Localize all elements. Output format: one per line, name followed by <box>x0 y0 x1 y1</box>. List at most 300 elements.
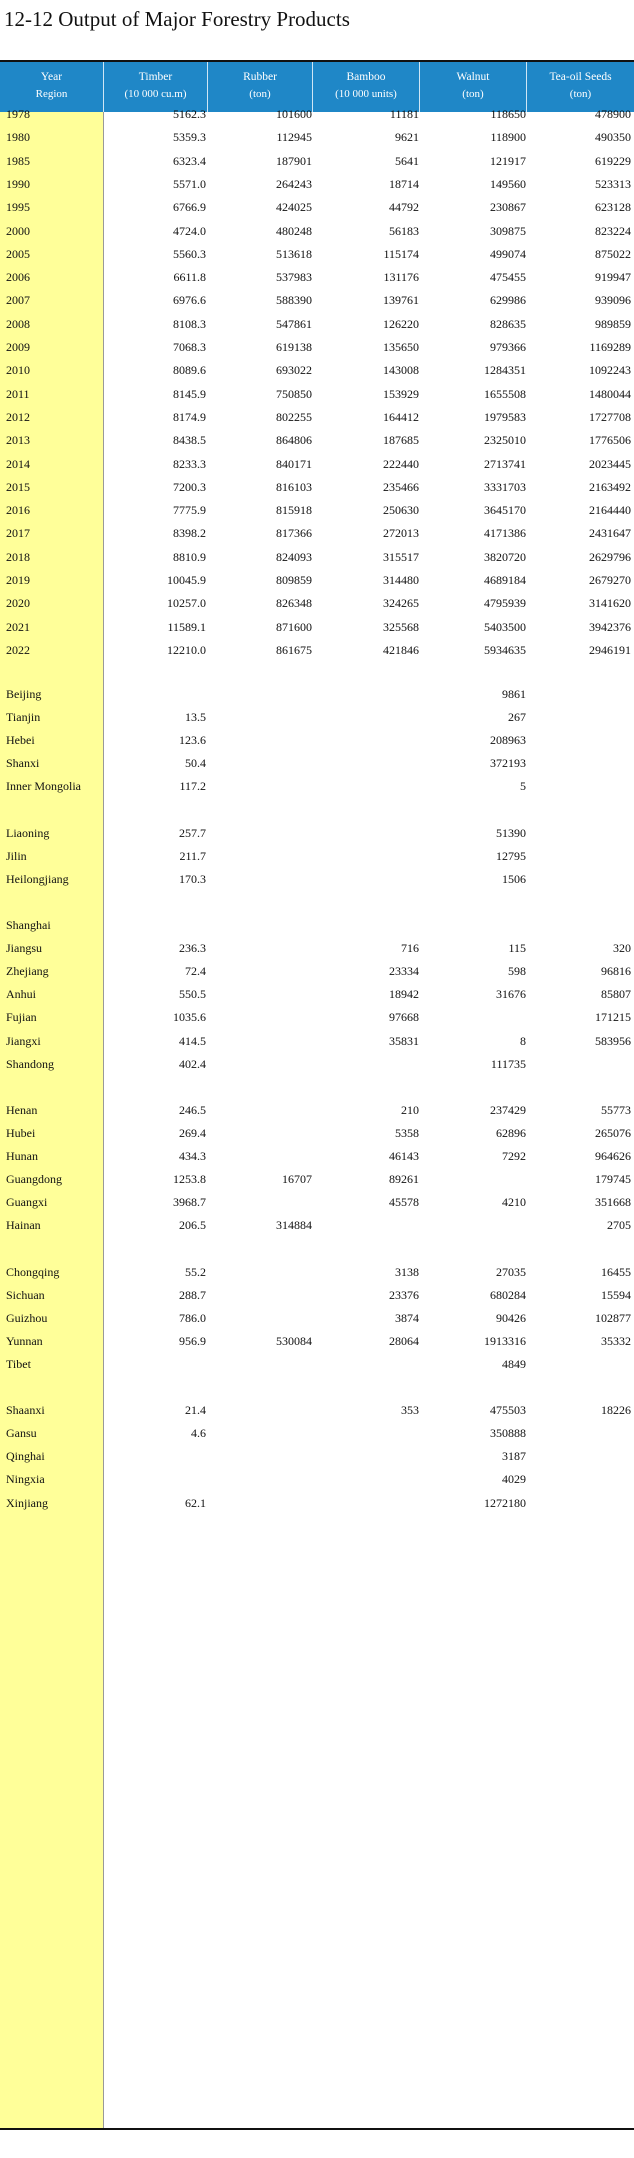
timber-cell: 269.4 <box>179 1125 206 1140</box>
walnut-cell: 111735 <box>490 1056 526 1071</box>
bamboo-cell: 153929 <box>383 386 419 401</box>
teaoil-cell: 85807 <box>601 987 631 1002</box>
table-row-fujian <box>0 1007 634 1027</box>
row-label: Fujian <box>6 1010 37 1025</box>
table-row-2006 <box>0 267 634 287</box>
rubber-cell: 112945 <box>276 130 312 145</box>
timber-cell: 123.6 <box>179 733 206 748</box>
table-row-tianjin <box>0 707 634 727</box>
row-label: Liaoning <box>6 825 50 840</box>
timber-cell: 6611.8 <box>173 270 206 285</box>
timber-cell: 6976.6 <box>173 293 206 308</box>
bamboo-cell: 139761 <box>383 293 419 308</box>
row-label: Jilin <box>6 848 27 863</box>
table-row-hainan <box>0 1215 634 1235</box>
row-label: 2020 <box>6 596 30 611</box>
row-label: 2017 <box>6 526 30 541</box>
table-row-2007 <box>0 290 634 310</box>
row-label: 2016 <box>6 503 30 518</box>
bamboo-cell: 210 <box>401 1102 419 1117</box>
table-row-shaanxi <box>0 1400 634 1420</box>
rubber-cell: 619138 <box>276 340 312 354</box>
row-label: Jiangsu <box>6 941 42 956</box>
timber-cell: 8174.9 <box>173 409 206 424</box>
bamboo-cell: 28064 <box>389 1333 419 1348</box>
table-row-2009 <box>0 337 634 357</box>
bamboo-cell: 324265 <box>383 596 419 611</box>
row-label: Inner Mongolia <box>6 779 81 794</box>
timber-cell: 11589.1 <box>167 619 206 634</box>
teaoil-cell: 265076 <box>595 1125 631 1140</box>
walnut-cell: 1506 <box>502 871 526 886</box>
row-label: 2019 <box>6 573 30 587</box>
rubber-cell: 537983 <box>276 270 312 285</box>
row-label: 2015 <box>6 479 30 494</box>
table-row-1990 <box>0 174 634 194</box>
timber-cell: 257.7 <box>179 825 206 840</box>
table-row-2005 <box>0 244 634 264</box>
timber-cell: 7200.3 <box>173 479 206 494</box>
timber-cell: 8108.3 <box>173 316 206 331</box>
walnut-cell: 4689184 <box>484 573 526 587</box>
row-label: Zhejiang <box>6 964 49 979</box>
walnut-cell: 8 <box>520 1033 526 1048</box>
header-unit: (10 000 units) <box>335 88 397 100</box>
table-row-1978 <box>0 104 634 124</box>
timber-cell: 786.0 <box>179 1310 206 1325</box>
row-label: Jiangxi <box>6 1033 41 1048</box>
walnut-cell: 1272180 <box>484 1495 526 1510</box>
bamboo-cell: 23334 <box>389 964 419 979</box>
page-title: 12-12 Output of Major Forestry Products <box>4 7 350 31</box>
teaoil-cell: 2946191 <box>589 642 631 657</box>
table-row-hunan <box>0 1146 634 1166</box>
table-row-shandong <box>0 1054 634 1074</box>
bamboo-cell: 5358 <box>395 1125 419 1140</box>
table-row-2013 <box>0 430 634 450</box>
row-label: Xinjiang <box>6 1495 48 1510</box>
bamboo-cell: 5641 <box>395 153 419 168</box>
table-row-2014 <box>0 454 634 474</box>
row-label: 2018 <box>6 549 30 564</box>
teaoil-cell: 320 <box>613 941 631 956</box>
row-label: 1978 <box>6 107 30 121</box>
timber-cell: 434.3 <box>179 1149 206 1163</box>
teaoil-cell: 2705 <box>607 1218 631 1233</box>
bamboo-cell: 164412 <box>383 409 419 424</box>
teaoil-cell: 2164440 <box>589 503 631 518</box>
teaoil-cell: 939096 <box>595 293 631 308</box>
walnut-cell: 475455 <box>490 270 526 285</box>
bamboo-cell: 250630 <box>383 503 419 518</box>
teaoil-cell: 2679270 <box>589 573 631 587</box>
timber-cell: 10045.9 <box>167 573 206 587</box>
timber-cell: 3968.7 <box>173 1195 206 1210</box>
rubber-cell: 750850 <box>276 386 312 401</box>
row-label: Chongqing <box>6 1264 60 1279</box>
table-row-chongqing <box>0 1262 634 1282</box>
bamboo-cell: 97668 <box>389 1010 419 1025</box>
bamboo-cell: 89261 <box>389 1172 419 1187</box>
teaoil-cell: 1776506 <box>589 433 631 448</box>
timber-cell: 5560.3 <box>173 246 206 261</box>
table-row-guangdong <box>0 1169 634 1189</box>
teaoil-cell: 96816 <box>601 964 631 979</box>
teaoil-cell: 35332 <box>601 1333 631 1348</box>
walnut-cell: 828635 <box>490 316 526 331</box>
walnut-cell: 4795939 <box>484 596 526 611</box>
row-label: Hebei <box>6 733 35 748</box>
rubber-cell: 871600 <box>276 619 312 634</box>
table-row-2022 <box>0 640 634 660</box>
row-label: Hunan <box>6 1149 38 1163</box>
teaoil-cell: 351668 <box>595 1195 631 1210</box>
timber-cell: 72.4 <box>185 964 206 979</box>
header-label: Bamboo <box>346 71 386 83</box>
table-row-liaoning <box>0 823 634 843</box>
row-label: Guizhou <box>6 1310 48 1325</box>
bamboo-cell: 3138 <box>395 1264 419 1279</box>
walnut-cell: 267 <box>508 710 526 725</box>
timber-cell: 402.4 <box>179 1056 206 1071</box>
teaoil-cell: 2163492 <box>589 479 631 494</box>
timber-cell: 8398.2 <box>173 526 206 541</box>
walnut-cell: 51390 <box>496 825 526 840</box>
walnut-cell: 121917 <box>490 153 526 168</box>
row-label: 1995 <box>6 200 30 215</box>
header-unit: (ton) <box>249 88 271 100</box>
timber-cell: 236.3 <box>179 941 206 956</box>
row-label: 1990 <box>6 176 30 191</box>
bamboo-cell: 716 <box>401 941 419 956</box>
table-row-gansu <box>0 1423 634 1443</box>
bamboo-cell: 222440 <box>383 456 419 471</box>
bamboo-cell: 143008 <box>383 363 419 378</box>
rubber-cell: 588390 <box>276 293 312 308</box>
timber-cell: 6323.4 <box>173 153 206 168</box>
walnut-cell: 372193 <box>490 756 526 771</box>
table-row-2011 <box>0 384 634 404</box>
table-row-henan <box>0 1100 634 1120</box>
walnut-cell: 5934635 <box>484 642 526 657</box>
timber-cell: 8810.9 <box>173 549 206 564</box>
timber-cell: 13.5 <box>185 710 206 725</box>
table-row-qinghai <box>0 1446 634 1466</box>
bamboo-cell: 131176 <box>383 270 419 285</box>
rubber-cell: 826348 <box>276 596 312 611</box>
row-label: Tibet <box>6 1356 31 1371</box>
walnut-cell: 979366 <box>490 340 526 354</box>
bamboo-cell: 46143 <box>389 1149 419 1163</box>
bottom-rule <box>0 2128 634 2130</box>
row-label: 1985 <box>6 153 30 168</box>
row-label: Sichuan <box>6 1287 45 1302</box>
table-row-shanxi <box>0 753 634 773</box>
bamboo-cell: 3874 <box>395 1310 419 1325</box>
rubber-cell: 513618 <box>276 246 312 261</box>
walnut-cell: 350888 <box>490 1426 526 1441</box>
bamboo-cell: 56183 <box>389 223 419 238</box>
timber-cell: 6766.9 <box>173 200 206 215</box>
row-label: 2005 <box>6 246 30 261</box>
table-row-hubei <box>0 1123 634 1143</box>
timber-cell: 288.7 <box>179 1287 206 1302</box>
rubber-cell: 314884 <box>276 1218 312 1233</box>
walnut-cell: 680284 <box>490 1287 526 1302</box>
timber-cell: 170.3 <box>179 871 206 886</box>
walnut-cell: 3645170 <box>484 503 526 518</box>
walnut-cell: 90426 <box>496 1310 526 1325</box>
walnut-cell: 7292 <box>502 1149 526 1163</box>
table-row-2020 <box>0 593 634 613</box>
table-row-2018 <box>0 547 634 567</box>
walnut-cell: 230867 <box>490 200 526 215</box>
rubber-cell: 264243 <box>276 176 312 191</box>
walnut-cell: 2713741 <box>484 456 526 471</box>
teaoil-cell: 1480044 <box>589 386 631 401</box>
rubber-cell: 101600 <box>276 107 312 121</box>
timber-cell: 550.5 <box>179 987 206 1002</box>
bamboo-cell: 18942 <box>389 987 419 1002</box>
row-label: 2010 <box>6 363 30 378</box>
table-row-zhejiang <box>0 961 634 981</box>
row-label: 2014 <box>6 456 30 471</box>
row-label: Qinghai <box>6 1449 45 1464</box>
walnut-cell: 629986 <box>490 293 526 308</box>
teaoil-cell: 964626 <box>595 1149 631 1163</box>
bamboo-cell: 45578 <box>389 1195 419 1210</box>
row-label: Heilongjiang <box>6 871 69 886</box>
bamboo-cell: 9621 <box>395 130 419 145</box>
rubber-cell: 809859 <box>276 573 312 587</box>
teaoil-cell: 989859 <box>595 316 631 331</box>
table-row-inner-mongolia <box>0 776 634 796</box>
walnut-cell: 149560 <box>490 176 526 191</box>
walnut-cell: 499074 <box>490 246 526 261</box>
timber-cell: 211.7 <box>179 848 206 863</box>
header-unit: Region <box>35 88 68 100</box>
row-label: 2007 <box>6 293 30 308</box>
timber-cell: 8145.9 <box>173 386 206 401</box>
row-label: 2006 <box>6 270 30 285</box>
table-row-heilongjiang <box>0 869 634 889</box>
walnut-cell: 3331703 <box>484 479 526 494</box>
table-row-2010 <box>0 360 634 380</box>
row-label: Shaanxi <box>6 1403 45 1418</box>
table-row-beijing <box>0 684 634 704</box>
teaoil-cell: 919947 <box>595 270 631 285</box>
row-label: Guangdong <box>6 1172 62 1187</box>
teaoil-cell: 3141620 <box>589 596 631 611</box>
table-row-2017 <box>0 523 634 543</box>
row-label: Shandong <box>6 1056 54 1071</box>
table-row-guizhou <box>0 1308 634 1328</box>
timber-cell: 117.2 <box>179 779 206 794</box>
table-row-1985 <box>0 151 634 171</box>
header-unit: (ton) <box>569 88 592 100</box>
timber-cell: 5359.3 <box>173 130 206 145</box>
table-row-jilin <box>0 846 634 866</box>
walnut-cell: 5403500 <box>484 619 526 634</box>
table-row-2015 <box>0 477 634 497</box>
teaoil-cell: 823224 <box>595 223 631 238</box>
timber-cell: 4724.0 <box>173 223 206 238</box>
walnut-cell: 3187 <box>502 1449 526 1464</box>
walnut-cell: 27035 <box>496 1264 526 1279</box>
timber-cell: 414.5 <box>179 1033 206 1048</box>
header-unit: (ton) <box>462 88 484 100</box>
bamboo-cell: 126220 <box>383 316 419 331</box>
row-label: Guangxi <box>6 1195 48 1210</box>
rubber-cell: 187901 <box>276 153 312 168</box>
table-row-guangxi <box>0 1192 634 1212</box>
walnut-cell: 4171386 <box>484 526 526 541</box>
row-label: Shanghai <box>6 918 51 932</box>
header-label: Tea-oil Seeds <box>549 71 612 83</box>
timber-cell: 5162.3 <box>173 107 206 121</box>
rubber-cell: 840171 <box>276 456 312 471</box>
timber-cell: 1035.6 <box>173 1010 206 1025</box>
row-label: Hubei <box>6 1125 36 1140</box>
table-row-sichuan <box>0 1285 634 1305</box>
rubber-cell: 802255 <box>276 409 312 424</box>
bamboo-cell: 421846 <box>383 642 419 657</box>
walnut-cell: 118900 <box>490 130 526 145</box>
header-label: Walnut <box>456 71 490 83</box>
walnut-cell: 309875 <box>490 223 526 238</box>
bamboo-cell: 135650 <box>383 340 419 354</box>
teaoil-cell: 2629796 <box>589 549 631 564</box>
bamboo-cell: 187685 <box>383 433 419 448</box>
row-label: Yunnan <box>6 1333 43 1348</box>
bamboo-cell: 235466 <box>383 479 419 494</box>
row-label: Beijing <box>6 687 42 701</box>
walnut-cell: 1284351 <box>484 363 526 378</box>
rubber-cell: 16707 <box>282 1172 312 1187</box>
table-row-hebei <box>0 730 634 750</box>
walnut-cell: 1979583 <box>484 409 526 424</box>
walnut-cell: 12795 <box>496 848 526 863</box>
timber-cell: 7068.3 <box>173 340 206 354</box>
teaoil-cell: 171215 <box>595 1010 631 1025</box>
teaoil-cell: 523313 <box>595 176 631 191</box>
rubber-cell: 864806 <box>276 433 312 448</box>
walnut-cell: 31676 <box>496 987 526 1002</box>
timber-cell: 12210.0 <box>167 642 206 657</box>
timber-cell: 8438.5 <box>173 433 206 448</box>
walnut-cell: 118650 <box>490 107 526 121</box>
bamboo-cell: 18714 <box>389 176 419 191</box>
teaoil-cell: 3942376 <box>589 619 631 634</box>
bamboo-cell: 315517 <box>383 549 419 564</box>
row-label: Shanxi <box>6 756 40 771</box>
walnut-cell: 3820720 <box>484 549 526 564</box>
bamboo-cell: 35831 <box>389 1033 419 1048</box>
bamboo-cell: 272013 <box>383 526 419 541</box>
row-label: 2022 <box>6 642 30 657</box>
walnut-cell: 62896 <box>496 1125 526 1140</box>
header-unit: (10 000 cu.m) <box>124 88 187 100</box>
row-label: 2021 <box>6 619 30 634</box>
teaoil-cell: 55773 <box>601 1102 631 1117</box>
timber-cell: 21.4 <box>185 1403 206 1418</box>
header-label: Timber <box>138 71 173 83</box>
table-row-2000 <box>0 221 634 241</box>
teaoil-cell: 179745 <box>595 1172 631 1187</box>
table-row-1980 <box>0 127 634 147</box>
teaoil-cell: 15594 <box>601 1287 631 1302</box>
walnut-cell: 1655508 <box>484 386 526 401</box>
walnut-cell: 4029 <box>502 1472 526 1487</box>
table-row-xinjiang <box>0 1493 634 1513</box>
walnut-cell: 208963 <box>490 733 526 748</box>
row-label: 2000 <box>6 223 30 238</box>
timber-cell: 7775.9 <box>173 503 206 518</box>
walnut-cell: 4210 <box>502 1195 526 1210</box>
teaoil-cell: 2023445 <box>589 456 631 471</box>
teaoil-cell: 619229 <box>595 153 631 168</box>
timber-cell: 5571.0 <box>173 176 206 191</box>
row-label: 2013 <box>6 433 30 448</box>
bamboo-cell: 314480 <box>383 573 419 587</box>
walnut-cell: 1913316 <box>484 1333 526 1348</box>
timber-cell: 50.4 <box>185 756 206 771</box>
row-label: Anhui <box>6 987 36 1002</box>
timber-cell: 956.9 <box>179 1333 206 1348</box>
table-row-2012 <box>0 407 634 427</box>
row-label: Henan <box>6 1102 38 1117</box>
table-row-2016 <box>0 500 634 520</box>
teaoil-cell: 875022 <box>595 246 631 261</box>
table-row-jiangsu <box>0 938 634 958</box>
rubber-cell: 815918 <box>276 503 312 518</box>
table-row-shanghai <box>0 915 634 935</box>
teaoil-cell: 1092243 <box>589 363 631 378</box>
walnut-cell: 115 <box>508 941 526 956</box>
timber-cell: 8089.6 <box>173 363 206 378</box>
rubber-cell: 530084 <box>276 1333 312 1348</box>
timber-cell: 62.1 <box>185 1495 206 1510</box>
row-label: Ningxia <box>6 1472 45 1487</box>
timber-cell: 8233.3 <box>173 456 206 471</box>
teaoil-cell: 478900 <box>595 107 631 121</box>
rubber-cell: 817366 <box>276 526 312 541</box>
bamboo-cell: 325568 <box>383 619 419 634</box>
walnut-cell: 9861 <box>502 687 526 701</box>
header-label: Year <box>40 71 63 83</box>
table-row-jiangxi <box>0 1031 634 1051</box>
header-label: Rubber <box>243 71 277 83</box>
row-label: Gansu <box>6 1426 37 1441</box>
timber-cell: 10257.0 <box>167 596 206 611</box>
row-label: 1980 <box>6 130 30 145</box>
row-label: Tianjin <box>6 710 41 725</box>
walnut-cell: 237429 <box>490 1102 526 1117</box>
teaoil-cell: 1727708 <box>589 409 631 424</box>
timber-cell: 55.2 <box>185 1264 206 1279</box>
walnut-cell: 598 <box>508 964 526 979</box>
timber-cell: 246.5 <box>179 1102 206 1117</box>
table-row-tibet <box>0 1354 634 1374</box>
timber-cell: 1253.8 <box>173 1172 206 1187</box>
teaoil-cell: 490350 <box>595 130 631 145</box>
teaoil-cell: 1169289 <box>589 340 631 354</box>
rubber-cell: 824093 <box>276 549 312 564</box>
teaoil-cell: 2431647 <box>589 526 631 541</box>
table-row-anhui <box>0 984 634 1004</box>
table-row-2021 <box>0 617 634 637</box>
walnut-cell: 475503 <box>490 1403 526 1418</box>
